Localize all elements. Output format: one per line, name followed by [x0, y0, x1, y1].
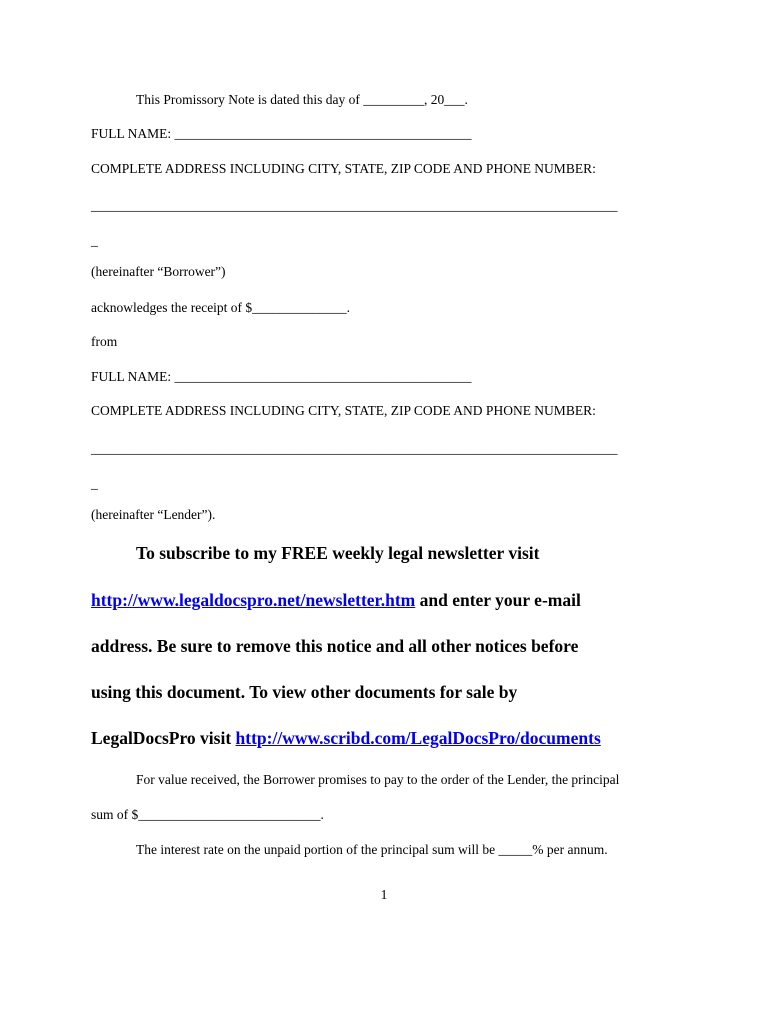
notice-line-5: [91, 727, 601, 749]
lender-address-blank-tail: _: [91, 476, 98, 491]
notice-line-2-text: and enter your e-mail: [415, 590, 581, 610]
lender-address-blank: ______________________________________________________________________________: [91, 441, 618, 456]
borrower-address-blank: ______________________________________________________________________________: [91, 198, 618, 213]
lender-address-label: COMPLETE ADDRESS INCLUDING CITY, STATE, ZIP CODE AND PHONE NUMBER:: [91, 403, 596, 418]
lender-designation: (hereinafter “Lender”).: [91, 507, 216, 522]
dated-line: This Promissory Note is dated this day of _________, 20___.: [136, 92, 468, 107]
lender-full-name-field: FULL NAME: ____________________________________________: [91, 369, 472, 384]
notice-line-5-text: LegalDocsPro visit: [91, 728, 236, 748]
interest-line: The interest rate on the unpaid portion of the principal sum will be _____% per annum.: [136, 842, 608, 857]
from-line: from: [91, 334, 118, 349]
borrower-full-name-field: FULL NAME: ____________________________________________: [91, 126, 472, 141]
notice-line-4: using this document. To view other documents for sale by: [91, 682, 518, 702]
notice-line-2: [91, 589, 581, 611]
borrower-address-label: COMPLETE ADDRESS INCLUDING CITY, STATE, ZIP CODE AND PHONE NUMBER:: [91, 161, 596, 176]
newsletter-link[interactable]: http://www.legaldocspro.net/newsletter.htm: [91, 590, 416, 610]
borrower-address-blank-tail: _: [91, 233, 98, 248]
receipt-line: acknowledges the receipt of $______________.: [91, 300, 351, 315]
documents-link[interactable]: http://www.scribd.com/LegalDocsPro/documents: [235, 728, 601, 748]
borrower-designation: (hereinafter “Borrower”): [91, 264, 226, 279]
page-number: 1: [380, 887, 388, 902]
notice-line-3: address. Be sure to remove this notice and all other notices before: [91, 636, 579, 656]
principal-line-2: sum of $___________________________.: [91, 807, 324, 822]
principal-line-1: For value received, the Borrower promises to pay to the order of the Lender, the principal: [136, 772, 620, 787]
notice-line-1: To subscribe to my FREE weekly legal newsletter visit: [136, 543, 540, 563]
